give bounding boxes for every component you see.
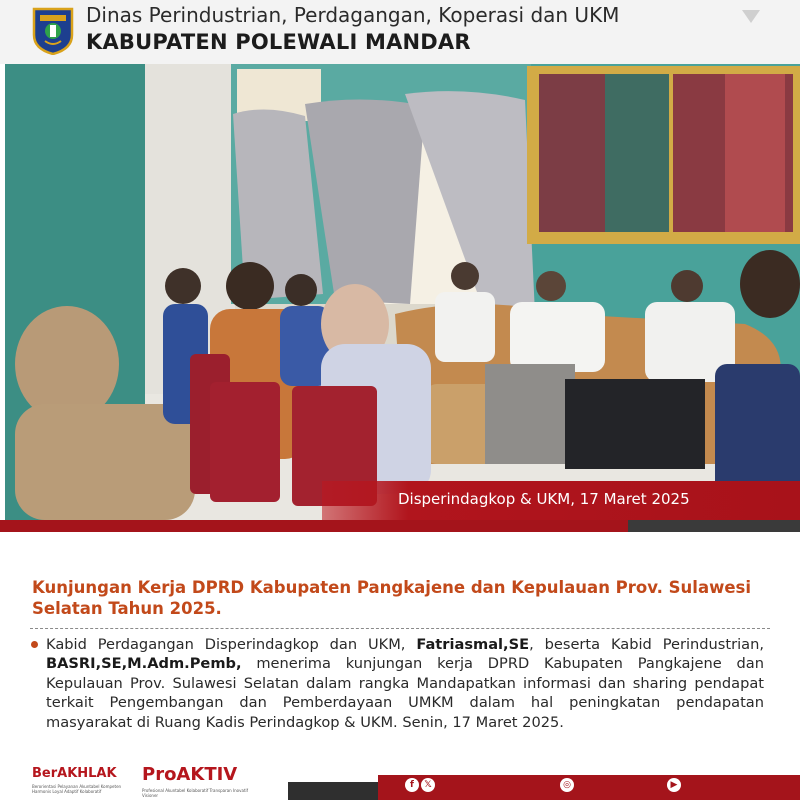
berakhlak-tagline: Berorientasi Pelayanan Akuntabel Kompeten Harmonis Loyal Adaptif Kolaboratif [32, 784, 122, 794]
body-end: menerima kunjungan kerja DPRD Kabupaten Pangkajene dan Kepulauan Prov. Sulawesi Selatan dalam rangka Mandapatkan informasi dan sharing pendapat terkait Pengembangan dan Pemberdayaan UMKM dalam hal peningkatan pendapatan masyarakat di Ruang Kadis Perindagkop & UKM. Senin, 17 Maret 2025. [46, 655, 764, 731]
meeting-photo [5, 64, 800, 520]
proaktiv-tagline: Profesional Akuntabel Kolaboratif Transparan Inovatif Visioner [142, 788, 249, 798]
berakhlak-logo: BerAKHLAK [32, 766, 117, 781]
divider-strip [0, 520, 800, 532]
bullet-icon [31, 641, 38, 648]
facebook-icon[interactable]: f [405, 778, 419, 792]
photo-caption: Disperindagkop & UKM, 17 Maret 2025 [398, 490, 690, 508]
header [0, 0, 800, 64]
chevron-down-icon [742, 10, 760, 23]
article-title: Kunjungan Kerja DPRD Kabupaten Pangkajene dan Kepulauan Prov. Sulawesi Selatan Tahun 2025. [32, 578, 751, 618]
region-name: KABUPATEN POLEWALI MANDAR [86, 30, 471, 54]
divider-dark [628, 520, 800, 532]
youtube-icon[interactable]: ▶ [667, 778, 681, 792]
x-icon[interactable]: 𝕏 [421, 778, 435, 792]
article-body [46, 635, 764, 732]
body-mid: , beserta Kabid Perindustrian, [529, 636, 764, 653]
person-name-2: BASRI,SE,M.Adm.Pemb, [46, 655, 242, 673]
proaktiv-logo: ProAKTIV [142, 764, 238, 785]
dashed-separator [30, 628, 770, 629]
person-name-1: Fatriasmal,SE [416, 636, 530, 653]
divider-red [0, 520, 628, 532]
regency-emblem-icon [32, 7, 74, 55]
footer-red-band [378, 775, 800, 800]
body-intro: Kabid Perdagangan Disperindagkop dan UKM, [46, 636, 417, 653]
org-name: Dinas Perindustrian, Perdagangan, Koperasi dan UKM [86, 3, 620, 27]
instagram-icon[interactable]: ◎ [560, 778, 574, 792]
